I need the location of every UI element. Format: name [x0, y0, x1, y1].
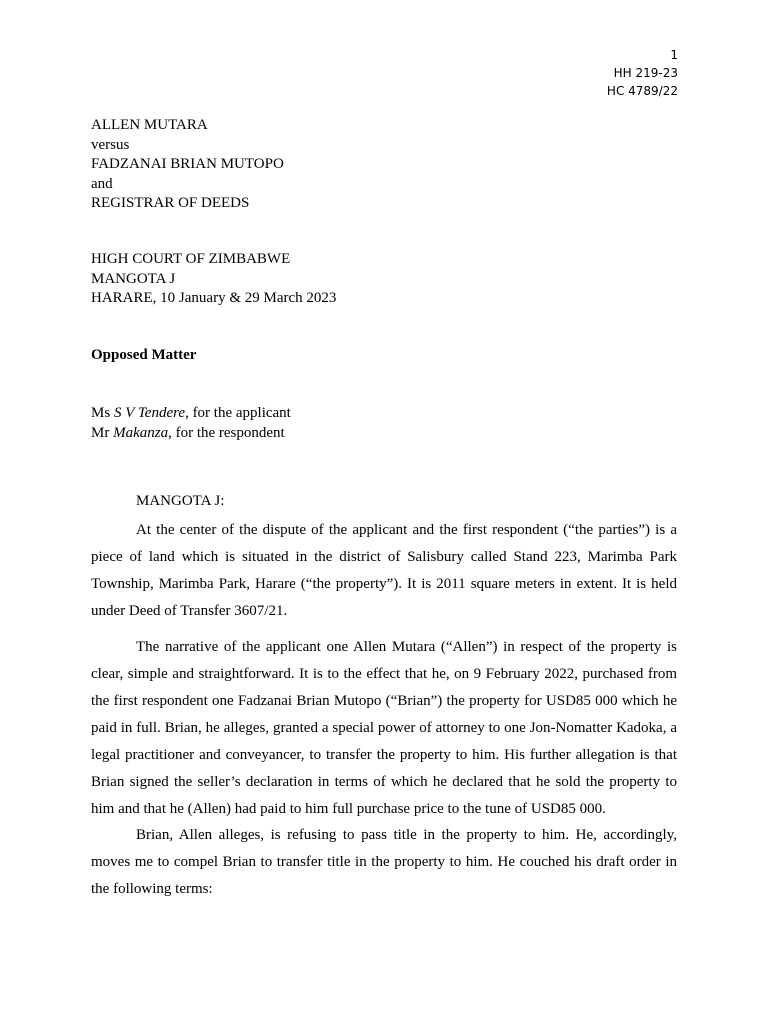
- court-block: [91, 250, 336, 309]
- judgment-reference: HH 219-23: [613, 66, 678, 80]
- parties-block: [91, 116, 284, 214]
- applicant-name: ALLEN MUTARA: [91, 117, 208, 133]
- first-respondent-name: FADZANAI BRIAN MUTOPO: [91, 156, 284, 172]
- and-label: and: [91, 175, 113, 192]
- paragraph-2-container: [91, 634, 677, 823]
- matter-type-heading: Opposed Matter: [91, 347, 197, 363]
- paragraph-1-container: [91, 517, 677, 625]
- page-header: [607, 46, 678, 100]
- counsel-block: [91, 404, 291, 443]
- applicant-counsel: [91, 404, 291, 424]
- judge-name: MANGOTA J: [91, 270, 176, 287]
- second-respondent-name: REGISTRAR OF DEEDS: [91, 195, 250, 211]
- respondent-counsel-name: Makanza: [113, 424, 169, 441]
- body-paragraph: Brian, Allen alleges, is refusing to pass title in the property to him. He, accordingly, moves me to compel Brian to transfer title in the property to him. He couched his draft order in the following terms:: [91, 827, 677, 897]
- body-paragraph: At the center of the dispute of the applicant and the first respondent (“the parties”) is a piece of land which is situated in the district of Salisbury called Stand 223, Marimba Park Township, Marimba Park, Harare (“the property”). It is 2011 square meters in extent. It is held under Deed of Transfer 3607/21.: [91, 522, 677, 619]
- judgment-heading: MANGOTA J:: [136, 493, 225, 509]
- applicant-counsel-title: Ms: [91, 405, 114, 421]
- case-number: HC 4789/22: [606, 84, 678, 98]
- hearing-dates: HARARE, 10 January & 29 March 2023: [91, 290, 337, 306]
- court-name: HIGH COURT OF ZIMBABWE: [91, 251, 291, 267]
- respondent-counsel-title: Mr: [91, 424, 114, 441]
- applicant-counsel-name: S V Tendere: [113, 405, 186, 421]
- paragraph-3-container: [91, 822, 677, 903]
- versus-label: versus: [91, 136, 130, 153]
- body-paragraph: The narrative of the applicant one Allen Mutara (“Allen”) in respect of the property is clear, simple and straightforward. It is to the effect that he, on 9 February 2022, purchased from the first respondent one Fadzanai Brian Mutopo (“Brian”) the property for USD85 000 which he paid in full. Brian, he alleges, granted a special power of attorney to one Jon-Nomatter Kadoka, a legal practitioner and conveyancer, to transfer the property to him. His further allegation is that Brian signed the seller’s declaration in terms of which he declared that he sold the property to him and that he (Allen) had paid to him full purchase price to the tune of USD85 000.: [91, 639, 677, 817]
- respondent-counsel: [91, 424, 291, 444]
- page-number: 1: [670, 48, 678, 62]
- respondent-counsel-role: , for the respondent: [168, 424, 285, 441]
- applicant-counsel-role: , for the applicant: [185, 405, 291, 421]
